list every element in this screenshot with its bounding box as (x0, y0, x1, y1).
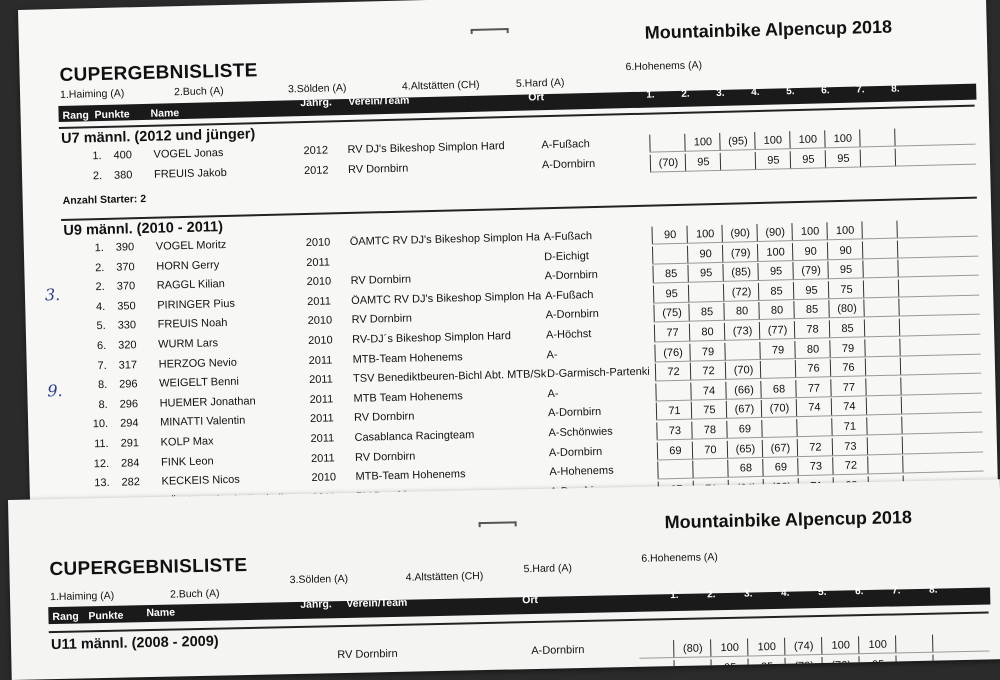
race-result-cell (895, 148, 931, 167)
handwritten-note: 9. (47, 381, 63, 400)
race-result-cell (895, 635, 933, 654)
rank-cell: 10. (68, 418, 108, 431)
location-cell: A-Hohenems (549, 465, 613, 479)
col-name: Name (146, 607, 175, 620)
race-label: 6.Hohenems (A) (641, 551, 718, 565)
result-sheet-1 (18, 0, 999, 550)
race-result-cell: (85) (722, 263, 758, 282)
race-result-cell (900, 376, 936, 395)
race-result-cell: 85 (793, 301, 829, 320)
race-label: 4.Altstätten (CH) (402, 79, 480, 93)
race-result-cell: 76 (795, 359, 831, 378)
race-result-cell: 100 (757, 243, 793, 262)
club-cell: RV Dornbirn (354, 411, 415, 424)
rank-cell: 2. (65, 281, 105, 294)
location-cell: A-Dornbirn (542, 158, 595, 171)
rank-cell: 1. (61, 150, 101, 163)
race-result-cell: (65) (727, 440, 763, 459)
rank-cell: 4. (65, 301, 105, 314)
race-result-cell (900, 357, 936, 376)
race-result-cell (761, 419, 797, 438)
race-result-cell: 80 (689, 323, 725, 342)
race-result-cell: (79) (792, 261, 828, 280)
race-result-cell (867, 456, 903, 475)
race-number: 7. (892, 585, 901, 596)
race-number: 6. (855, 586, 864, 597)
race-result-cell: 78 (794, 320, 830, 339)
col-ort: Ort (528, 91, 544, 103)
rank-cell: 8. (67, 379, 107, 392)
points-cell: 284 (121, 457, 140, 469)
race-number: 4. (751, 87, 760, 98)
col-ort: Ort (522, 594, 538, 606)
col-verein: Verein/Team (348, 94, 409, 107)
race-result-cell: 90 (827, 241, 863, 260)
race-result-cell: 95 (793, 281, 829, 300)
race-result-cell (901, 416, 937, 435)
race-result-cell: 77 (830, 378, 866, 397)
year-cell: 2011 (310, 413, 334, 426)
year-cell: 2010 (308, 315, 333, 328)
location-cell: A-Fußach (544, 230, 593, 243)
race-number: 5. (786, 86, 795, 97)
race-result-cell (724, 342, 760, 361)
year-cell: 2011 (310, 432, 334, 445)
race-number: 1. (670, 590, 679, 601)
race-result-cell: 95 (687, 264, 723, 283)
points-cell: 294 (120, 418, 139, 430)
race-result-cell: 95 (790, 150, 826, 169)
list-title: CUPERGEBNISLISTE (49, 555, 247, 581)
club-cell: RV DJ's Bikeshop Simplon Hard (347, 140, 504, 156)
race-result-cell (863, 279, 899, 298)
name-cell: KOLP Max (160, 435, 213, 448)
cup-title: Mountainbike Alpencup 2018 (644, 17, 892, 44)
race-result-cell: (80) (673, 639, 711, 658)
points-cell: 350 (117, 300, 136, 312)
race-label: 5.Hard (A) (523, 562, 572, 575)
year-cell: 2010 (306, 236, 331, 249)
points-cell: 282 (121, 476, 140, 488)
race-number: 7. (856, 84, 865, 95)
race-result-cell: (72) (723, 283, 759, 302)
race-number: 2. (681, 89, 690, 100)
rank-cell: 11. (68, 438, 108, 451)
col-verein: Verein/Team (346, 597, 407, 610)
race-result-cell (866, 417, 902, 436)
race-result-cell: 79 (829, 339, 865, 358)
race-result-cell: 73 (656, 422, 692, 441)
race-result-cell (894, 128, 930, 147)
race-result-cell (649, 134, 685, 153)
race-result-cell: 95 (755, 151, 791, 170)
name-cell: HERZOG Nevio (159, 356, 238, 370)
cup-title: Mountainbike Alpencup 2018 (664, 507, 912, 533)
year-cell: 2011 (309, 393, 333, 406)
points-cell: 320 (118, 339, 137, 351)
race-result-cell (859, 129, 895, 148)
points-cell: 370 (117, 280, 136, 292)
race-result-cell: 73 (832, 437, 868, 456)
year-cell: 2010 (308, 334, 333, 347)
race-result-cell: 69 (657, 441, 693, 460)
points-cell: 390 (116, 241, 135, 253)
club-cell: TSV Benediktbeuren-Bichl Abt. MTB/Sk (353, 368, 546, 385)
race-result-cell: (73) (724, 322, 760, 341)
name-cell: VOGEL Moritz (156, 239, 227, 253)
name-cell: FREUIS Noah (158, 317, 228, 331)
race-result-cell: 85 (688, 303, 724, 322)
race-result-cell (902, 435, 938, 454)
location-cell: A-Dornbirn (548, 406, 601, 419)
name-cell: KECKEIS Nicos (161, 474, 240, 488)
col-jahrg: Jahrg. (300, 96, 332, 109)
club-cell: RV Dornbirn (355, 450, 416, 463)
race-result-cell: (80) (828, 300, 864, 319)
race-result-cell: 72 (690, 362, 726, 381)
race-result-cell: (66) (725, 381, 761, 400)
race-result-cell (867, 436, 903, 455)
race-label: 1.Haiming (A) (50, 590, 114, 603)
race-result-cell (864, 338, 900, 357)
race-result-cell (692, 460, 728, 479)
col-punkte: Punkte (88, 610, 123, 623)
race-result-cell (861, 221, 897, 240)
race-result-cell: 74 (831, 398, 867, 417)
rank-cell: 2. (62, 170, 102, 183)
race-result-cell: 72 (832, 457, 868, 476)
year-cell: 2011 (309, 374, 333, 387)
location-cell: A-Fußach (545, 289, 594, 302)
race-result-cell (720, 152, 756, 171)
race-result-cell (902, 455, 938, 474)
race-result-cell: 68 (760, 380, 796, 399)
race-result-cell (866, 397, 902, 416)
points-cell: 296 (119, 378, 138, 390)
race-result-cell: 95 (653, 284, 689, 303)
race-result-cell: (67) (762, 439, 798, 458)
location-cell: A-Dornbirn (531, 644, 584, 657)
race-number: 8. (891, 83, 900, 94)
race-result-cell: 72 (655, 363, 691, 382)
year-cell: 2011 (311, 452, 335, 465)
rank-cell: 5. (66, 320, 106, 333)
points-cell: 296 (120, 398, 139, 410)
race-result-cell (899, 318, 935, 337)
race-result-cell: (70) (761, 399, 797, 418)
race-result-cell: 75 (828, 280, 864, 299)
name-cell: WURM Lars (158, 337, 218, 350)
location-cell: A- (547, 388, 558, 400)
race-result-cell: 100 (858, 635, 896, 654)
club-cell: RV Dornbirn (351, 274, 412, 287)
race-result-cell: 74 (690, 382, 726, 401)
club-cell: ÖAMTC RV DJ's Bikeshop Simplon Ha (351, 290, 541, 307)
race-result-cell: (70) (725, 361, 761, 380)
name-cell: PIRINGER Pius (157, 298, 235, 312)
race-result-cell: 73 (797, 457, 833, 476)
race-result-cell: 100 (710, 639, 748, 658)
race-result-cell: 100 (821, 636, 859, 655)
race-number: 3. (744, 588, 753, 599)
race-number: 1. (646, 89, 655, 100)
rank-cell: 1. (64, 242, 104, 255)
club-cell: MTB Team Hohenems (353, 390, 462, 405)
race-result-cell: 72 (797, 438, 833, 457)
race-result-cell: 76 (830, 359, 866, 378)
club-cell: RV Dornbirn (348, 163, 409, 176)
race-result-cell (899, 337, 935, 356)
category-title: U7 männl. (2012 und jünger) (61, 126, 256, 147)
row-divider (640, 670, 990, 678)
year-cell: 2010 (307, 276, 332, 289)
race-result-cell (860, 149, 896, 168)
club-cell: MTB-Team Hohenems (355, 468, 465, 483)
race-result-cell: 85 (758, 282, 794, 301)
race-result-cell: 90 (687, 244, 723, 263)
race-result-cell: 68 (727, 459, 763, 478)
club-cell: RV-DJ´s Bikeshop Simplon Hard (352, 330, 511, 346)
race-result-cell: 100 (686, 225, 722, 244)
race-result-cell: 90 (792, 242, 828, 261)
race-result-cell (898, 279, 934, 298)
race-result-cell: 95 (858, 655, 896, 674)
race-number: 2. (707, 589, 716, 600)
race-result-cell: 80 (794, 340, 830, 359)
points-cell: 370 (116, 261, 135, 273)
club-cell: ÖAMTC RV DJ's Bikeshop Simplon Ha (350, 231, 540, 248)
name-cell: VOGEL Jonas (153, 147, 223, 161)
location-cell: A-Höchst (546, 328, 592, 341)
rank-cell: 2. (64, 262, 104, 275)
race-result-cell: (79) (722, 244, 758, 263)
name-cell: FREUIS Jakob (154, 167, 227, 181)
race-result-cell (865, 377, 901, 396)
year-cell: 2011 (307, 295, 331, 308)
race-result-cell: 74 (796, 399, 832, 418)
race-result-cell: 95 (757, 262, 793, 281)
category-title: U9 männl. (2010 - 2011) (63, 219, 223, 239)
staple (479, 521, 517, 527)
race-result-cell: (76) (821, 656, 859, 675)
location-cell: A- (546, 349, 557, 361)
name-cell: FINK Leon (161, 455, 214, 468)
race-label: 6.Hohenems (A) (625, 59, 702, 73)
race-result-cell: 75 (691, 401, 727, 420)
club-cell: RV Dornbirn (352, 313, 413, 326)
race-result-cell: 95 (710, 659, 748, 678)
race-result-cell: 80 (758, 302, 794, 321)
col-rang: Rang (52, 611, 78, 624)
year-cell: 2011 (309, 354, 333, 367)
race-result-cell: 78 (691, 421, 727, 440)
col-punkte: Punkte (94, 108, 129, 121)
location-cell: D-Eichigt (544, 250, 589, 263)
name-cell: HORN Gerry (156, 259, 219, 273)
race-result-cell: (67) (726, 400, 762, 419)
race-result-cell: 80 (723, 302, 759, 321)
year-cell: 2012 (304, 164, 329, 177)
race-result-cell: (76) (654, 343, 690, 362)
race-result-cell: 95 (825, 149, 861, 168)
rank-cell: 13. (69, 477, 109, 490)
race-result-cell (864, 319, 900, 338)
race-number: 5. (818, 587, 827, 598)
race-result-cell: (70) (650, 154, 686, 173)
name-cell: RAGGL Kilian (157, 278, 225, 292)
race-result-cell (896, 220, 932, 239)
race-result-cell (673, 659, 711, 678)
race-result-cell: 100 (826, 221, 862, 240)
points-cell: 400 (113, 149, 132, 161)
rank-cell: 12. (69, 458, 109, 471)
race-result-cell (932, 634, 970, 653)
rank-cell: 6. (66, 340, 106, 353)
race-label: 4.Altstätten (CH) (406, 570, 484, 584)
handwritten-note: 3. (45, 285, 61, 304)
race-number: 6. (821, 85, 830, 96)
race-result-cell: 100 (824, 129, 860, 148)
year-cell: 2010 (311, 472, 336, 485)
category-u7 (18, 0, 986, 10)
race-result-cell: 85 (652, 265, 688, 284)
race-result-cell: (79) (784, 657, 822, 676)
points-cell: 380 (114, 169, 133, 181)
race-label: 1.Haiming (A) (60, 87, 124, 101)
race-result-cell (895, 655, 933, 674)
race-result-cell: 100 (789, 130, 825, 149)
location-cell: A-Dornbirn (545, 269, 598, 282)
col-jahrg: Jahrg. (300, 598, 332, 611)
club-cell: Casablanca Racingteam (354, 429, 474, 444)
rank-cell: 7. (67, 360, 107, 373)
race-result-cell: 85 (829, 319, 865, 338)
race-result-cell: (95) (719, 132, 755, 151)
race-result-cell (898, 298, 934, 317)
race-result-cell (862, 260, 898, 279)
race-result-cell (865, 358, 901, 377)
race-result-cell: (90) (756, 223, 792, 242)
race-result-cell: 100 (791, 222, 827, 241)
race-result-cell: 71 (831, 417, 867, 436)
name-cell: MINATTI Valentin (160, 415, 245, 429)
points-cell: 330 (118, 320, 137, 332)
race-result-cell: (90) (721, 224, 757, 243)
race-result-cell: 77 (654, 324, 690, 343)
race-result-cell: 100 (684, 133, 720, 152)
name-cell: WEIGELT Benni (159, 376, 239, 390)
race-result-cell: 79 (689, 342, 725, 361)
race-result-cell: 100 (747, 638, 785, 657)
race-result-cell: 70 (692, 440, 728, 459)
race-result-cell (655, 382, 691, 401)
location-cell: D-Garmisch-Partenki (547, 366, 650, 381)
race-result-cell: 100 (754, 131, 790, 150)
race-number: 3. (716, 88, 725, 99)
race-result-cell: 69 (762, 458, 798, 477)
club-cell: RV Dornbirn (337, 648, 398, 661)
category-u9 (18, 0, 986, 10)
category-rule (61, 197, 977, 221)
race-label: 5.Hard (A) (516, 77, 565, 90)
club-cell: MTB-Team Hohenems (352, 351, 462, 366)
points-cell: 317 (119, 359, 138, 371)
race-result-cell (897, 259, 933, 278)
race-label: 2.Buch (A) (174, 85, 224, 98)
points-cell: 291 (120, 437, 139, 449)
race-result-cell (862, 240, 898, 259)
race-result-cell (688, 284, 724, 303)
race-result-cell (760, 360, 796, 379)
location-cell: A-Dornbirn (545, 308, 598, 321)
race-result-cell (932, 654, 970, 673)
race-result-cell (652, 245, 688, 264)
race-result-cell: 85 (747, 658, 785, 677)
race-result-cell: 95 (827, 261, 863, 280)
name-cell: HUEMER Jonathan (160, 395, 256, 409)
race-number: 8. (929, 585, 938, 596)
race-result-cell: 95 (685, 153, 721, 172)
list-title: CUPERGEBNISLISTE (59, 60, 257, 87)
race-result-cell (796, 418, 832, 437)
rank-cell: 8. (68, 399, 108, 412)
starters-count: Anzahl Starter: 2 (63, 193, 147, 207)
location-cell: A-Fußach (541, 138, 590, 151)
race-result-cell: 90 (651, 226, 687, 245)
col-rang: Rang (62, 109, 89, 122)
staple (471, 28, 509, 34)
race-result-cell: (77) (759, 321, 795, 340)
race-label: 3.Sölden (A) (288, 82, 347, 95)
result-sheet-2 (8, 479, 1000, 680)
col-name: Name (150, 107, 179, 120)
race-result-cell: (74) (784, 637, 822, 656)
race-result-cell: 79 (759, 341, 795, 360)
category-title: U11 männl. (2008 - 2009) (51, 634, 219, 654)
race-number: 4. (781, 588, 790, 599)
race-result-cell: 77 (795, 379, 831, 398)
race-result-cell: 71 (656, 402, 692, 421)
year-cell: 2011 (306, 256, 330, 269)
race-label: 3.Sölden (A) (290, 573, 349, 586)
race-result-cell: 69 (726, 420, 762, 439)
race-result-cell (897, 239, 933, 258)
year-cell: 2012 (303, 144, 328, 157)
race-label: 2.Buch (A) (170, 588, 220, 601)
race-result-cell: (75) (653, 304, 689, 323)
race-result-cell (863, 299, 899, 318)
location-cell: A-Dornbirn (549, 445, 602, 458)
race-result-cell (901, 396, 937, 415)
race-result-cell (657, 461, 693, 480)
location-cell: A-Schönwies (548, 426, 612, 440)
